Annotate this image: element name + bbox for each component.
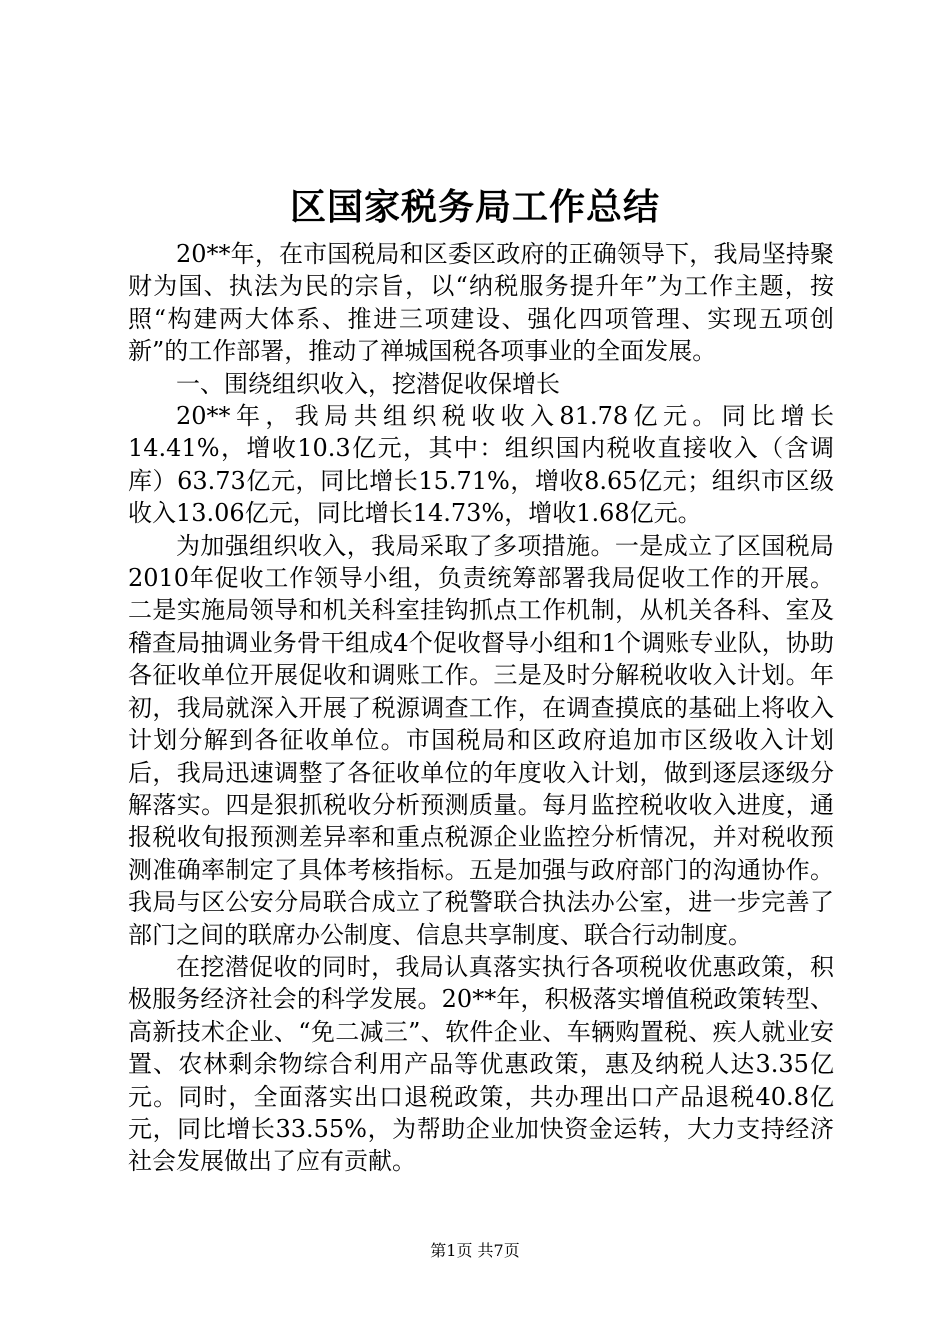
page-number-footer: 第1页 共7页 [430,1241,520,1260]
revenue-paragraph: 20**年，我局共组织税收收入81.78亿元。同比增长14.41%，增收10.3亿元，其中：组织国内税收直接收入（含调库）63.73亿元，同比增长15.71%，增收8.65亿元；组织市区级收入13.06亿元，同比增长14.73%，增收1.68亿元。 [128,402,834,528]
measures-paragraph: 为加强组织收入，我局采取了多项措施。一是成立了区国税局2010年促收工作领导小组，负责统筹部署我局促收工作的开展。二是实施局领导和机关科室挂钩抓点工作机制，从机关各科、室及稽查局抽调业务骨干组成4个促收督导小组和1个调账专业队，协助各征收单位开展促收和调账工作。三是及时分解税收收入计划。年初，我局就深入开展了税源调查工作，在调查摸底的基础上将收入计划分解到各征收单位。市国税局和区政府追加市区级收入计划后，我局迅速调整了各征收单位的年度收入计划，做到逐层逐级分解落实。四是狠抓税收分析预测质量。每月监控税收收入进度，通报税收旬报预测差异率和重点税源企业监控分析情况，并对税收预测准确率制定了具体考核指标。五是加强与政府部门的沟通协作。我局与区公安分局联合成立了税警联合执法办公室，进一步完善了部门之间的联席办公制度、信息共享制度、联合行动制度。 [128,531,834,949]
section-heading: 一、围绕组织收入，挖潜促收保增长 [176,369,560,398]
document-title: 区国家税务局工作总结 [289,186,660,228]
document-body [128,238,834,1178]
intro-paragraph: 20**年，在市国税局和区委区政府的正确领导下，我局坚持聚财为国、执法为民的宗旨，以“纳税服务提升年”为工作主题，按照“构建两大体系、推进三项建设、强化四项管理、实现五项创新”的工作部署，推动了禅城国税各项事业的全面发展。 [128,240,834,366]
policy-paragraph: 在挖潜促收的同时，我局认真落实执行各项税收优惠政策，积极服务经济社会的科学发展。20**年，积极落实增值税政策转型、高新技术企业、“免二减三”、软件企业、车辆购置税、疾人就业安置、农林剩余物综合利用产品等优惠政策，惠及纳税人达3.35亿元。同时，全面落实出口退税政策，共办理出口产品退税40.8亿元，同比增长33.55%，为帮助企业加快资金运转，大力支持经济社会发展做出了应有贡献。 [128,952,834,1176]
